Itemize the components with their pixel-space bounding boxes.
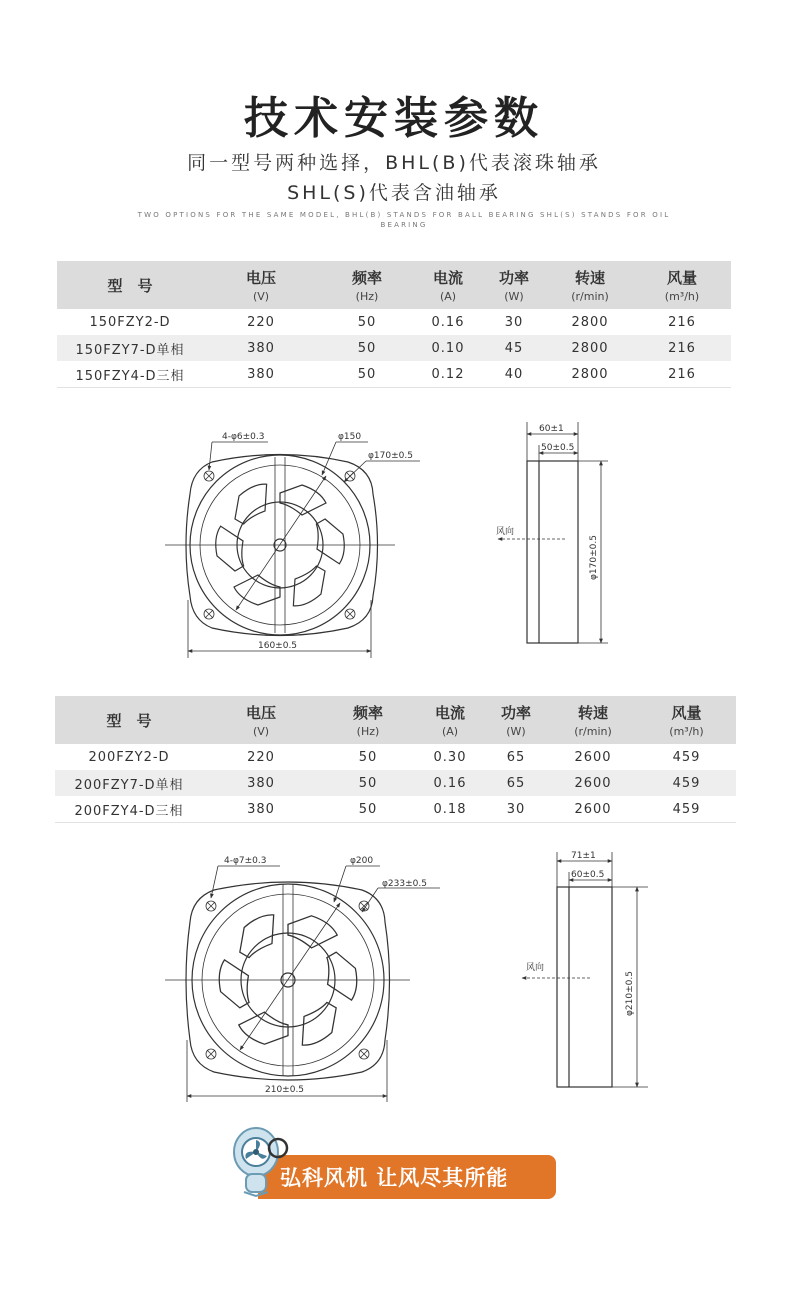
- table-row: 200FZY4-D三相 380 50 0.18 30 2600 459: [55, 796, 736, 823]
- subtitle-line-1: 同一型号两种选择，BHL(B)代表滚珠轴承: [187, 152, 601, 174]
- dim-width: 160±0.5: [258, 641, 298, 651]
- dim-depth-inner: 60±0.5: [571, 870, 605, 880]
- header-power: 功率 (W): [483, 696, 549, 744]
- table-row: 200FZY7-D单相 380 50 0.16 65 2600 459: [55, 770, 736, 796]
- header-airflow: 风量 (m³/h): [633, 261, 731, 309]
- dim-width: 210±0.5: [265, 1085, 305, 1095]
- dim-depth-inner: 50±0.5: [541, 443, 575, 453]
- header-model: 型 号: [57, 261, 203, 309]
- header-power: 功率 (W): [481, 261, 547, 309]
- header-voltage: 电压 (V): [203, 696, 319, 744]
- brand-slogan: 弘科风机 让风尽其所能: [280, 1166, 509, 1190]
- header-airflow: 风量 (m³/h): [637, 696, 736, 744]
- header-current: 电流 (A): [415, 261, 481, 309]
- dim-depth-outer: 71±1: [571, 851, 596, 861]
- english-note: TWO OPTIONS FOR THE SAME MODEL, BHL(B) STANDS FOR BALL BEARING SHL(S) STANDS FOR OIL BEARING: [137, 211, 671, 229]
- dim-holes: 4-φ6±0.3: [222, 432, 265, 442]
- wind-direction-label: 风向: [496, 527, 515, 537]
- dim-blade-dia: φ200: [350, 856, 374, 866]
- fan-side-view-200: [522, 851, 648, 1087]
- dim-outer-dia: φ170±0.5: [368, 451, 413, 461]
- dim-side-dia: φ210±0.5: [625, 971, 635, 1016]
- header-current: 电流 (A): [417, 696, 483, 744]
- header-frequency: 频率 (Hz): [319, 261, 415, 309]
- header-frequency: 频率 (Hz): [319, 696, 417, 744]
- fan-side-view-150: [496, 422, 608, 643]
- subtitle-line-2: SHL(S)代表含油轴承: [287, 182, 501, 204]
- dim-holes: 4-φ7±0.3: [224, 856, 267, 866]
- dim-side-dia: φ170±0.5: [589, 535, 599, 580]
- header-voltage: 电压 (V): [203, 261, 319, 309]
- fan-front-view-150: [165, 432, 420, 658]
- page-title: 技术安装参数: [244, 93, 544, 144]
- dim-blade-dia: φ150: [338, 432, 362, 442]
- wind-direction-label: 风向: [526, 963, 545, 973]
- fan-front-view-200: [165, 856, 440, 1102]
- dim-depth-outer: 60±1: [539, 424, 564, 434]
- header-speed: 转速 (r/min): [547, 261, 633, 309]
- table-row: 200FZY2-D 220 50 0.30 65 2600 459: [88, 749, 701, 765]
- table-row: 150FZY4-D三相 380 50 0.12 40 2800 216: [57, 361, 731, 388]
- table-row: 150FZY7-D单相 380 50 0.10 45 2800 216: [57, 335, 731, 361]
- header-speed: 转速 (r/min): [549, 696, 637, 744]
- header-model: 型 号: [55, 696, 203, 744]
- table-row: 150FZY2-D 220 50 0.16 30 2800 216: [89, 314, 696, 330]
- dim-outer-dia: φ233±0.5: [382, 879, 427, 889]
